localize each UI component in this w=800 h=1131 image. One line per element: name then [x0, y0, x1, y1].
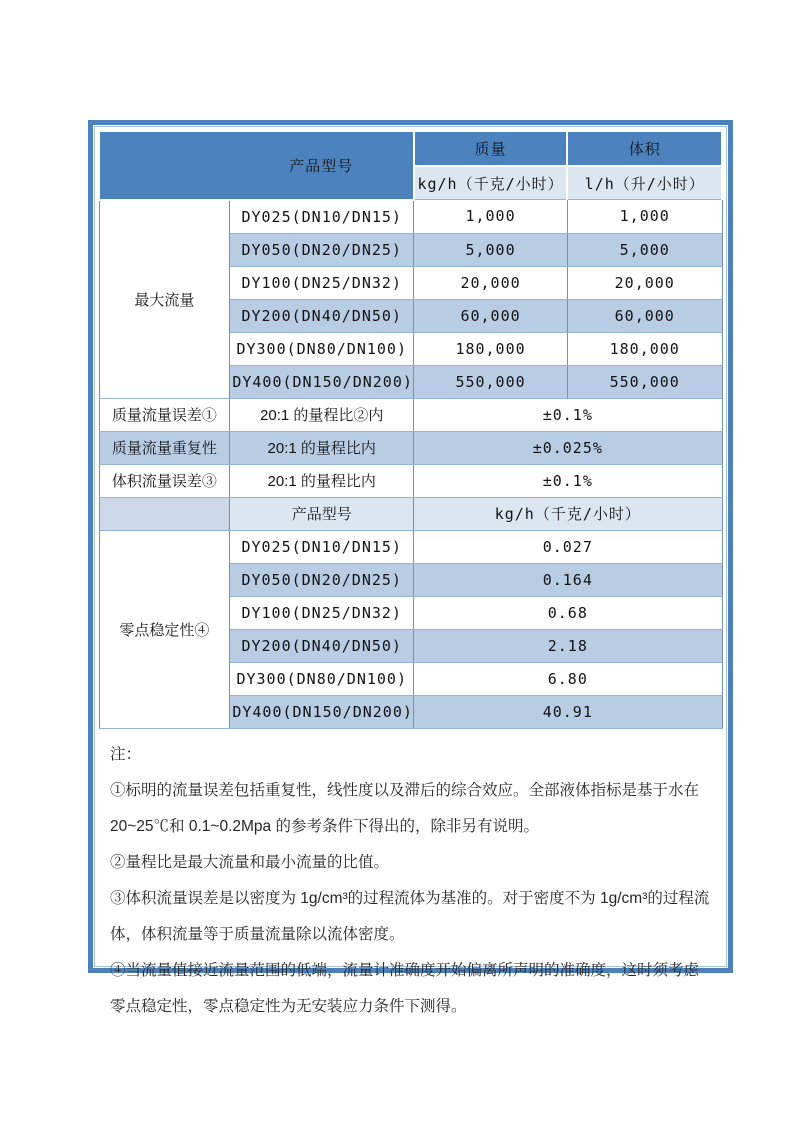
volume-value-cell: 5,000 — [567, 233, 722, 266]
mass-value-cell: 1,000 — [414, 200, 568, 234]
stability-value-cell: 0.68 — [414, 596, 722, 629]
stability-value-cell: 6.80 — [414, 662, 722, 695]
row-label-zero-stability: 零点稳定性④ — [99, 530, 230, 728]
table-row — [99, 530, 722, 563]
volume-value-cell: 180,000 — [567, 332, 722, 365]
stability-value-cell: 2.18 — [414, 629, 722, 662]
note-3: ③体积流量误差是以密度为 1g/cm³的过程流体为基准的。对于密度不为 1g/cm³的过程流体，体积流量等于质量流量除以流体密度。 — [110, 889, 710, 943]
mass-value-cell: 550,000 — [414, 365, 568, 398]
condition-cell: 20:1 的量程比②内 — [230, 398, 414, 431]
row-label-volume-flow-error: 体积流量误差③ — [99, 464, 230, 497]
note-4: ④当流量值接近流量范围的低端，流量计准确度开始偏离所声明的准确度，这时须考虑零点稳定性，零点稳定性为无安装应力条件下测得。 — [110, 961, 700, 1015]
model-cell: DY300(DN80/DN100) — [230, 662, 414, 695]
table-header-row-1 — [99, 131, 722, 166]
model-cell: DY400(DN150/DN200) — [230, 695, 414, 728]
model-cell: DY100(DN25/DN32) — [230, 596, 414, 629]
stability-value-cell: 0.027 — [414, 530, 722, 563]
model-cell: DY300(DN80/DN100) — [230, 332, 414, 365]
header-volume-unit: l/h（升/小时） — [567, 166, 722, 200]
volume-value-cell: 1,000 — [567, 200, 722, 234]
error-value-cell: ±0.025% — [414, 431, 722, 464]
notes-label: 注： — [110, 745, 142, 763]
stability-value-cell: 40.91 — [414, 695, 722, 728]
header-mass-unit: kg/h（千克/小时） — [414, 166, 568, 200]
flowmeter-spec-table — [98, 130, 723, 729]
header-spacer-cell — [99, 131, 230, 200]
condition-cell: 20:1 的量程比内 — [230, 431, 414, 464]
header-product-model: 产品型号 — [230, 131, 414, 200]
note-2: ②量程比是最大流量和最小流量的比值。 — [110, 853, 390, 871]
model-cell: DY050(DN20/DN25) — [230, 563, 414, 596]
model-cell: DY100(DN25/DN32) — [230, 266, 414, 299]
error-value-cell: ±0.1% — [414, 464, 722, 497]
error-value-cell: ±0.1% — [414, 398, 722, 431]
mass-value-cell: 60,000 — [414, 299, 568, 332]
stability-value-cell: 0.164 — [414, 563, 722, 596]
row-label-mass-flow-repeatability: 质量流量重复性 — [99, 431, 230, 464]
mid-header-product-model: 产品型号 — [230, 497, 414, 530]
table-row — [99, 431, 722, 464]
table-row — [99, 464, 722, 497]
model-cell: DY200(DN40/DN50) — [230, 299, 414, 332]
volume-value-cell: 60,000 — [567, 299, 722, 332]
mass-value-cell: 180,000 — [414, 332, 568, 365]
model-cell: DY400(DN150/DN200) — [230, 365, 414, 398]
table-row — [99, 398, 722, 431]
spec-table-frame-inner — [94, 126, 727, 1015]
mass-value-cell: 20,000 — [414, 266, 568, 299]
table-row — [99, 200, 722, 234]
header-volume: 体积 — [567, 131, 722, 166]
spec-table-frame — [88, 120, 733, 1015]
row-label-mass-flow-error: 质量流量误差① — [99, 398, 230, 431]
table-mid-header-row — [99, 497, 722, 530]
mid-header-unit: kg/h（千克/小时） — [414, 497, 722, 530]
model-cell: DY200(DN40/DN50) — [230, 629, 414, 662]
volume-value-cell: 550,000 — [567, 365, 722, 398]
model-cell: DY025(DN10/DN15) — [230, 530, 414, 563]
row-label-max-flow: 最大流量 — [99, 200, 230, 399]
notes-section — [98, 729, 723, 1025]
mid-header-spacer-cell — [99, 497, 230, 530]
note-1: ①标明的流量误差包括重复性，线性度以及滞后的综合效应。全部液体指标是基于水在 20~25℃和 0.1~0.2Mpa 的参考条件下得出的，除非另有说明。 — [110, 781, 700, 835]
condition-cell: 20:1 的量程比内 — [230, 464, 414, 497]
model-cell: DY050(DN20/DN25) — [230, 233, 414, 266]
mass-value-cell: 5,000 — [414, 233, 568, 266]
header-mass: 质量 — [414, 131, 568, 166]
volume-value-cell: 20,000 — [567, 266, 722, 299]
model-cell: DY025(DN10/DN15) — [230, 200, 414, 234]
